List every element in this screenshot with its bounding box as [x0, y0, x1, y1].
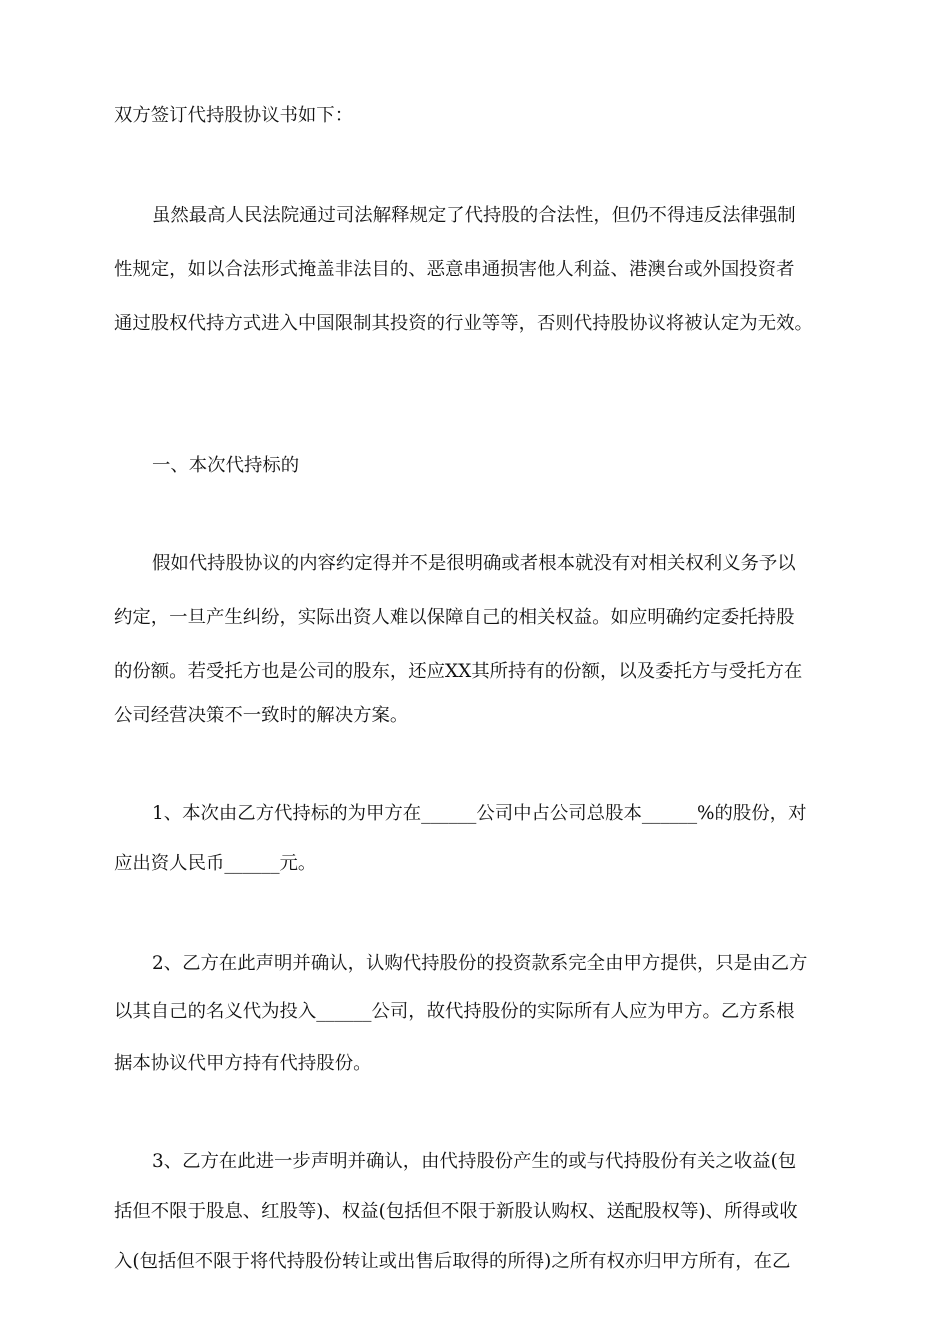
paragraph-line: 的份额。若受托方也是公司的股东，还应XX其所持有的份额，以及委托方与受托方在	[114, 661, 803, 682]
clause-3-line: 括但不限于股息、红股等)、权益(包括但不限于新股认购权、送配股权等)、所得或收	[114, 1201, 798, 1222]
paragraph-line: 约定，一旦产生纠纷，实际出资人难以保障自己的相关权益。如应明确约定委托持股	[114, 607, 795, 628]
paragraph-line: 虽然最高人民法院通过司法解释规定了代持股的合法性，但仍不得违反法律强制	[152, 205, 796, 226]
section-heading: 一、本次代持标的	[152, 455, 300, 476]
paragraph-line: 通过股权代持方式进入中国限制其投资的行业等等，否则代持股协议将被认定为无效。	[114, 313, 813, 334]
paragraph-line: 公司经营决策不一致时的解决方案。	[114, 705, 409, 726]
clause-2-line: 据本协议代甲方持有代持股份。	[114, 1053, 372, 1074]
paragraph-line: 假如代持股协议的内容约定得并不是很明确或者根本就没有对相关权利义务予以	[152, 553, 796, 574]
clause-1-line: 1、本次由乙方代持标的为甲方在______公司中占公司总股本______%的股份，对	[152, 803, 807, 824]
clause-1-line: 应出资人民币______元。	[114, 853, 317, 874]
clause-3-line: 入(包括但不限于将代持股份转让或出售后取得的所得)之所有权亦归甲方所有，在乙	[114, 1251, 791, 1272]
intro-line: 双方签订代持股协议书如下：	[114, 105, 354, 126]
clause-3-line: 3、乙方在此进一步声明并确认，由代持股份产生的或与代持股份有关之收益(包	[152, 1151, 797, 1172]
clause-2-line: 2、乙方在此声明并确认，认购代持股份的投资款系完全由甲方提供，只是由乙方	[152, 953, 808, 974]
paragraph-line: 性规定，如以合法形式掩盖非法目的、恶意串通损害他人利益、港澳台或外国投资者	[114, 259, 795, 280]
clause-2-line: 以其自己的名义代为投入______公司，故代持股份的实际所有人应为甲方。乙方系根	[114, 1001, 795, 1022]
